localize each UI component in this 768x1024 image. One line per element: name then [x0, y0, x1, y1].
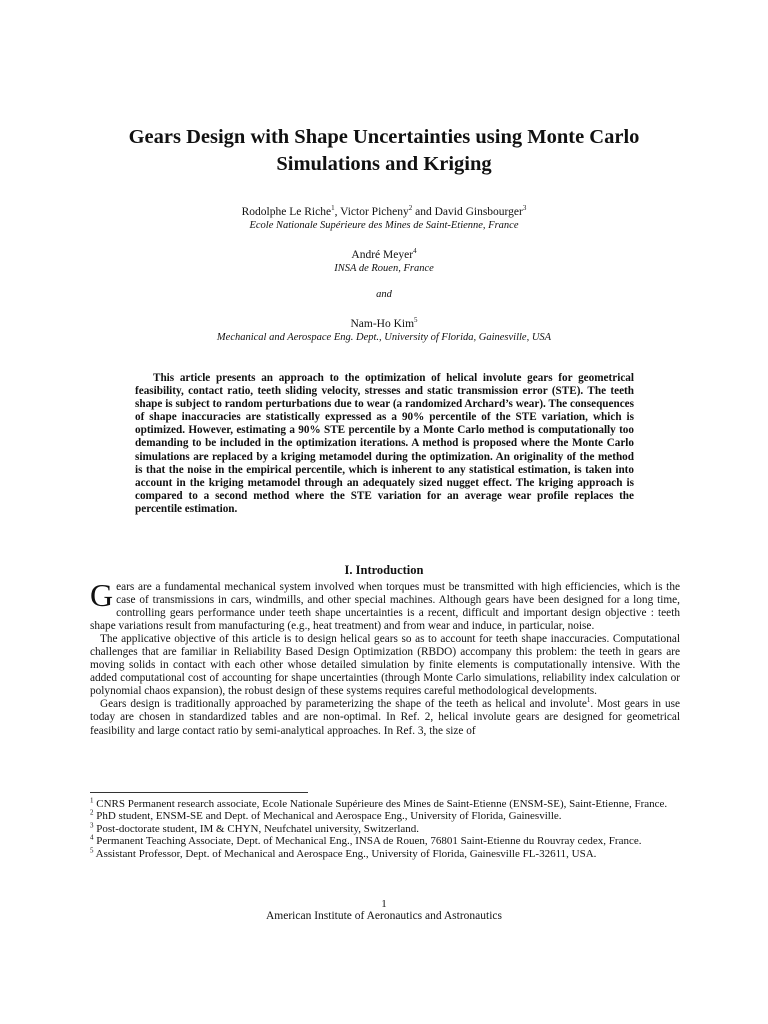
- page-number: 1: [381, 898, 387, 910]
- footnote-text: Assistant Professor, Dept. of Mechanical and Aerospace Eng., University of Florida, Gainesville FL-32611, USA.: [93, 847, 597, 860]
- drop-cap: G: [90, 577, 114, 613]
- footnote-rule: [90, 792, 308, 793]
- author-footnote-marker: 1: [331, 204, 335, 213]
- paragraph-text: . Most gears in use today are chosen in standardized tables and are non-optimal. In Ref. 2, helical involute gears are designed for geometrical feasibility and large contact ratio by semi-analytical approaches. In Ref. 3, the size of: [90, 698, 681, 737]
- author-separator: and: [412, 206, 435, 218]
- footnote: [90, 810, 680, 822]
- footnote-text: Post-doctorate student, IM & CHYN, Neufchatel university, Switzerland.: [93, 822, 420, 835]
- footnote-text: PhD student, ENSM-SE and Dept. of Mechanical and Aerospace Eng., University of Florida, Gainesville.: [93, 810, 562, 823]
- author-name: David Ginsbourger: [434, 206, 523, 218]
- reference-marker: 1: [586, 696, 591, 705]
- author-separator: ,: [334, 206, 341, 218]
- title-line-2: Simulations and Kriging: [276, 153, 492, 175]
- footnote-text: Permanent Teaching Associate, Dept. of Mechanical Eng., INSA de Rouen, 76801 Saint-Etienne du Rouvray cedex, France.: [93, 835, 642, 848]
- author-conjunction: and: [376, 289, 392, 300]
- author-name: Nam-Ho Kim: [350, 318, 415, 330]
- section-heading: I. Introduction: [344, 563, 424, 577]
- author-footnote-marker: 4: [413, 247, 417, 256]
- paragraph: [90, 698, 680, 737]
- author-group-3: [60, 317, 708, 344]
- footnote-text: CNRS Permanent research associate, Ecole Nationale Supérieure des Mines de Saint-Etienne (ENSM-SE), Saint-Etienne, France.: [93, 798, 668, 810]
- body-text: [90, 577, 681, 738]
- author-group-1: [60, 205, 708, 232]
- affiliation: INSA de Rouen, France: [334, 263, 434, 274]
- abstract-text: This article presents an approach to the optimization of helical involute gears for geometrical feasibility, contact ratio, teeth sliding velocity, stresses and static transmission error (STE). The teeth shape is subject to random perturbations due to wear (a randomized Archard’s wear). The consequences of shape inaccuracies are statistically expressed as a 90% percentile of the STE variation, which is optimized. However, estimating a 90% STE percentile by a Monte Carlo method is computationally too demanding to be included in the optimization iterations. A method is proposed where the Monte Carlo simulations are replaced by a kriging metamodel during the optimization. An originality of the method is that the noise in the empirical percentile, which is inherent to any statistical estimation, is taken into account in the kriging metamodel through an adequately sized nugget effect. The kriging approach is compared to a second method where the STE variation for an average wear profile replaces the percentile estimation.: [135, 372, 634, 515]
- author-name: Victor Picheny: [340, 206, 409, 218]
- author-name: André Meyer: [351, 249, 414, 261]
- author-group-2: [60, 248, 708, 275]
- footnote: [90, 845, 680, 860]
- affiliation: Mechanical and Aerospace Eng. Dept., University of Florida, Gainesville, USA: [216, 332, 552, 343]
- author-footnote-marker: 3: [522, 204, 527, 213]
- paragraph: The applicative objective of this article is to design helical gears so as to account for teeth shape inaccuracies. Computational challenges that are familiar in Reliability Based Design Optimization (RBDO) accompany this problem: the teeth in gears are moving solids in contact with each other whose detailed simulation by finite elements is computationally intensive. With the added computational cost of accounting for shape uncertainties (through Monte Carlo simulations, reliability index calculation or polynomial chaos expansion), the robust design of these systems requires careful methodological developments.: [90, 633, 680, 698]
- footnote-number: 1: [90, 796, 94, 805]
- author-line: [60, 205, 708, 219]
- footnote: [90, 798, 680, 810]
- footnote-number: 3: [90, 821, 94, 830]
- title-line-1: Gears Design with Shape Uncertainties using Monte Carlo: [128, 126, 640, 148]
- paper-title: [80, 124, 688, 178]
- abstract: [135, 372, 634, 516]
- footnote-number: 4: [90, 833, 94, 842]
- footnote-number: 2: [90, 808, 94, 817]
- author-name: Rodolphe Le Riche: [241, 206, 332, 218]
- affiliation: Ecole Nationale Supérieure des Mines de Saint-Etienne, France: [249, 220, 519, 231]
- author-line: [60, 248, 708, 262]
- footnote-number: 5: [90, 845, 94, 854]
- footer-organization: American Institute of Aeronautics and Astronautics: [265, 910, 502, 922]
- footnote: [90, 823, 680, 835]
- paragraph-text: Gears design is traditionally approached by parameterizing the shape of the teeth as helical and involute: [100, 698, 587, 711]
- author-line: [60, 317, 708, 331]
- paragraph: [90, 577, 680, 633]
- author-footnote-marker: 2: [408, 204, 413, 213]
- author-footnote-marker: 5: [414, 316, 418, 325]
- footnotes: [90, 798, 680, 860]
- footnote: [90, 835, 680, 847]
- paragraph-text: ears are a fundamental mechanical system involved when torques must be transmitted with high efficiencies, which is the case of transmissions in cars, windmills, and other special machines. Although gears have been designed for a long time, controlling gears performance under teeth shape uncertainties is a recent, difficult and important design objective : teeth shape variations result from manufacturing (e.g., heat treatment) and from wear and induce, in particular, noise.: [90, 581, 680, 633]
